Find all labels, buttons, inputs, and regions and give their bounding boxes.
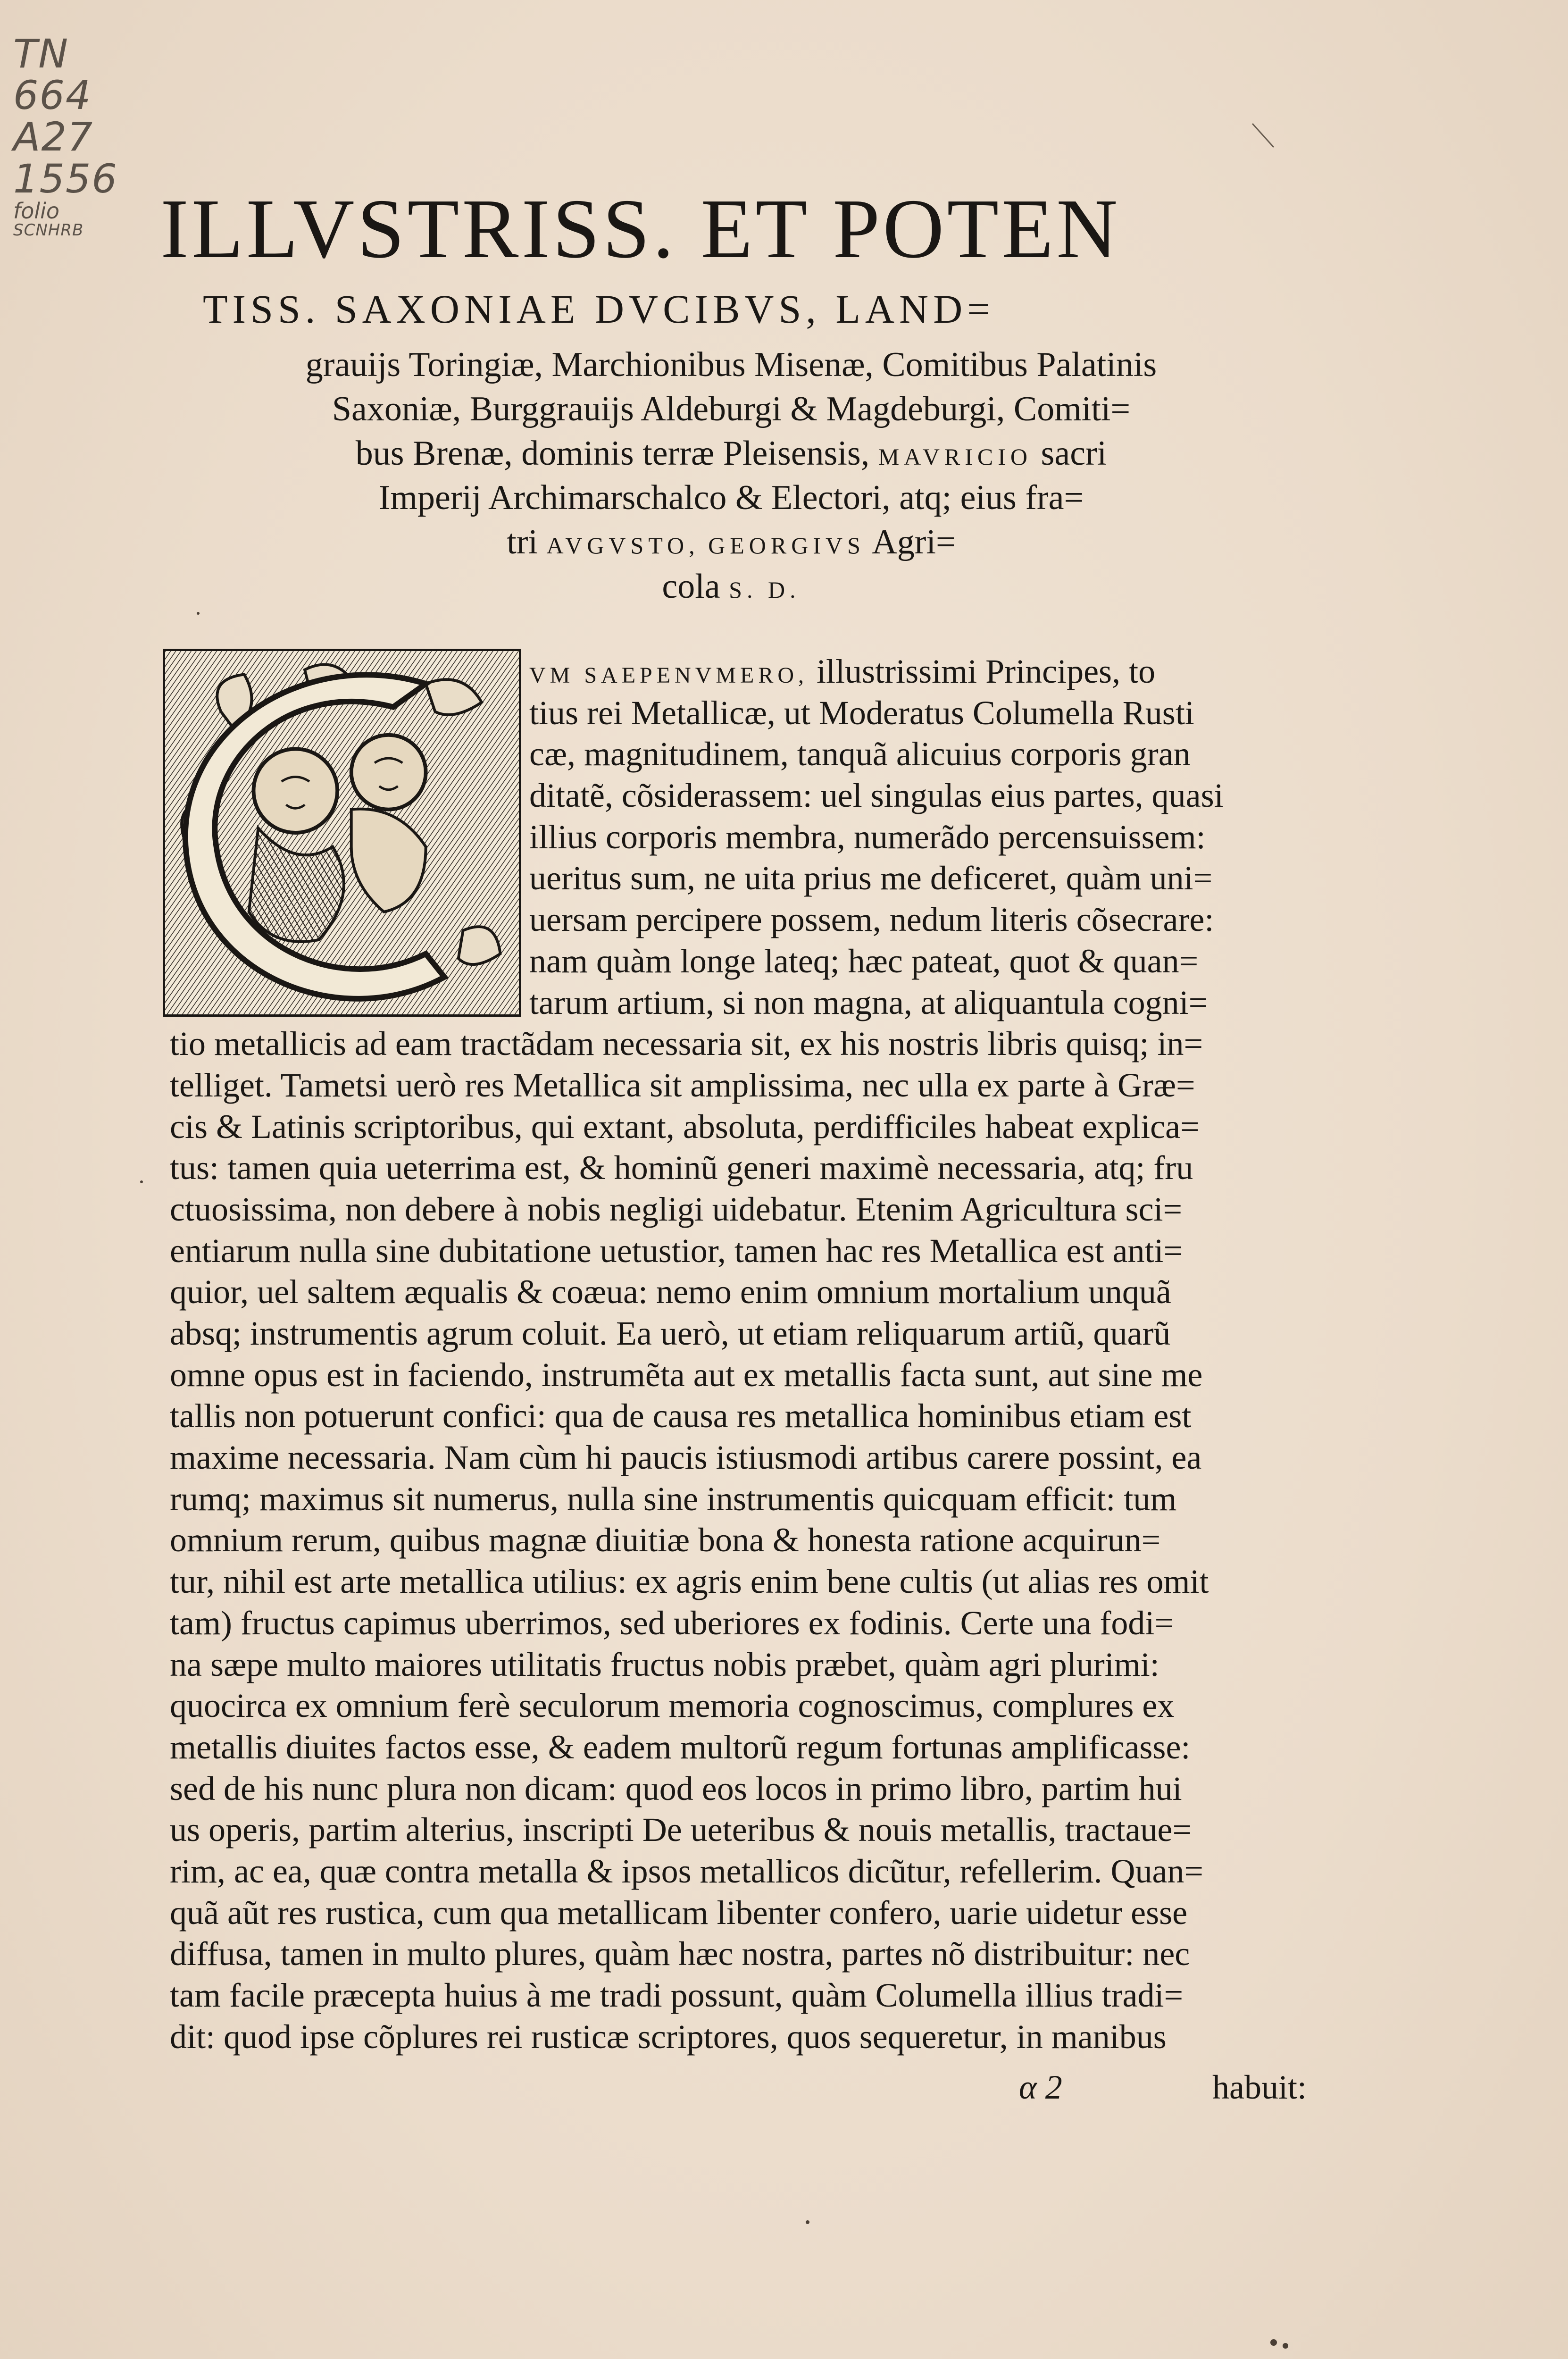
text-line: omnium rerum, quibus magnæ diuitiæ bona & honesta ratione acquirun= <box>170 1521 1161 1559</box>
heading-text: cola <box>662 567 720 606</box>
text-line: tus: tamen quia ueterrima est, & hominũ generi maximè necessaria, atq; fru <box>170 1149 1193 1187</box>
dedication-heading <box>160 182 1302 609</box>
text-line: tallis non potuerunt confici: qua de causa res metallica hominibus etiam est <box>170 1397 1192 1435</box>
catchword: habuit: <box>1212 2068 1307 2106</box>
title-line-1: ILLVSTRISS. ET POTEN <box>160 182 1121 276</box>
text-line: rim, ac ea, quæ contra metalla & ipsos metallicos dicũtur, refellerim. Quan= <box>170 1852 1204 1890</box>
text-line: quocirca ex omnium ferè seculorum memoria cognoscimus, complures ex <box>170 1687 1175 1725</box>
shelfmark-line: TN <box>13 31 69 77</box>
text-line: na sæpe multo maiores utilitatis fructus nobis præbet, quàm agri plurimi: <box>170 1645 1159 1683</box>
heading-smallcaps: GEORGIVS <box>708 532 865 559</box>
heading-text: bus Brenæ, dominis terræ Pleisensis, <box>355 434 870 473</box>
heading-line: grauijs Toringiæ, Marchionibus Misenæ, Comitibus Palatinis <box>305 345 1157 384</box>
text-line: us operis, partim alterius, inscripti De ueteribus & nouis metallis, tractaue= <box>170 1811 1192 1849</box>
text-line: omne opus est in faciendo, instrumẽta aut ex metallis facta sunt, aut sine me <box>170 1355 1203 1394</box>
text-line: telliget. Tametsi uerò res Metallica sit amplissima, nec ulla ex parte à Græ= <box>170 1066 1195 1104</box>
heading-text: sacri <box>1041 434 1107 473</box>
text-line: tio metallicis ad eam tractãdam necessaria sit, ex his nostris libris quisq; in= <box>170 1025 1203 1063</box>
library-shelfmark <box>13 33 122 239</box>
page-footer <box>1019 2068 1307 2110</box>
shelfmark-line: 664 <box>13 72 92 119</box>
text-line: metallis diuites factos esse, & eadem multorũ regum fortunas amplificasse: <box>170 1728 1191 1766</box>
text-line: sed de his nunc plura non dicam: quod eos locos in primo libro, partim hui <box>170 1769 1182 1807</box>
text-line: maxime necessaria. Nam cùm hi paucis istiusmodi artibus carere possint, ea <box>170 1439 1202 1477</box>
text-line: cæ, magnitudinem, tanquã alicuius corporis gran <box>529 735 1191 773</box>
shelfmark-line: 1556 <box>13 155 118 202</box>
text-line <box>170 651 1307 693</box>
text-line: rumq; maximus sit numerus, nulla sine instrumentis quicquam efficit: tum <box>170 1480 1177 1518</box>
text-line: cis & Latinis scriptoribus, qui extant, absoluta, perdifficiles habeat explica= <box>170 1107 1200 1146</box>
shelfmark-line: A27 <box>13 114 94 160</box>
opening-smallcaps: VM SAEPENVMERO, <box>529 663 809 688</box>
text-line: tarum artium, si non magna, at aliquantula cogni= <box>529 983 1208 1021</box>
signature-mark: α 2 <box>1019 2068 1062 2106</box>
text-line: entiarum nulla sine dubitatione uetustior, tamen hac res Metallica est anti= <box>170 1231 1183 1270</box>
heading-text: Agri= <box>872 522 956 561</box>
text-line: ctuosissima, non debere à nobis negligi uidebatur. Etenim Agricultura sci= <box>170 1190 1183 1228</box>
text-line: quã aũt res rustica, cum qua metallicam libenter confero, uarie uidetur esse <box>170 1893 1188 1932</box>
heading-smallcaps: AVGVSTO, <box>546 532 700 559</box>
text-line: tam) fructus capimus uberrimos, sed uberiores ex fodinis. Certe una fodi= <box>170 1604 1174 1642</box>
shelfmark-line: folio <box>13 198 60 224</box>
text-segment: illustrissimi Principes, to <box>817 652 1156 690</box>
text-line: uersam percipere possem, nedum literis cõsecrare: <box>529 901 1214 939</box>
text-line: tur, nihil est arte metallica utilius: ex agris enim bene cultis (ut alias res omit <box>170 1563 1209 1601</box>
text-line: quior, uel saltem æqualis & coæua: nemo enim omnium mortalium unquã <box>170 1273 1171 1311</box>
heading-line: Saxoniæ, Burggrauijs Aldeburgi & Magdeburgi, Comiti= <box>332 389 1131 428</box>
heading-text: tri <box>507 522 538 561</box>
text-line: absq; instrumentis agrum coluit. Ea uerò, ut etiam reliquarum artiũ, quarũ <box>170 1314 1171 1352</box>
text-line: tius rei Metallicæ, ut Moderatus Columella Rusti <box>529 694 1194 732</box>
text-line: dit: quod ipse cõplures rei rusticæ scriptores, quos sequeretur, in manibus <box>170 2017 1167 2056</box>
heading-line <box>160 432 1302 476</box>
heading-line <box>160 520 1302 565</box>
heading-smallcaps: S. D. <box>729 576 801 603</box>
heading-smallcaps: MAVRICIO <box>878 443 1033 470</box>
dedication-body <box>170 651 1307 2058</box>
text-line: ditatẽ, cõsiderassem: uel singulas eius partes, quasi <box>529 777 1224 815</box>
text-line: diffusa, tamen in multo plures, quàm hæc nostra, partes nõ distribuitur: nec <box>170 1935 1190 1973</box>
heading-line: Imperij Archimarschalco & Electori, atq; eius fra= <box>378 478 1084 517</box>
title-line-2: TISS. SAXONIAE DVCIBVS, LAND= <box>203 286 995 332</box>
text-line: ueritus sum, ne uita prius me deficeret, quàm uni= <box>529 859 1213 897</box>
text-line: tam facile præcepta huius à me tradi possunt, quàm Columella illius tradi= <box>170 1976 1184 2014</box>
shelfmark-line: SCNHRB <box>13 221 84 240</box>
text-line: illius corporis membra, numerãdo percensuissem: <box>529 818 1206 856</box>
text-line: nam quàm longe lateq; hæc pateat, quot & quan= <box>529 942 1199 980</box>
heading-line <box>160 565 1302 609</box>
